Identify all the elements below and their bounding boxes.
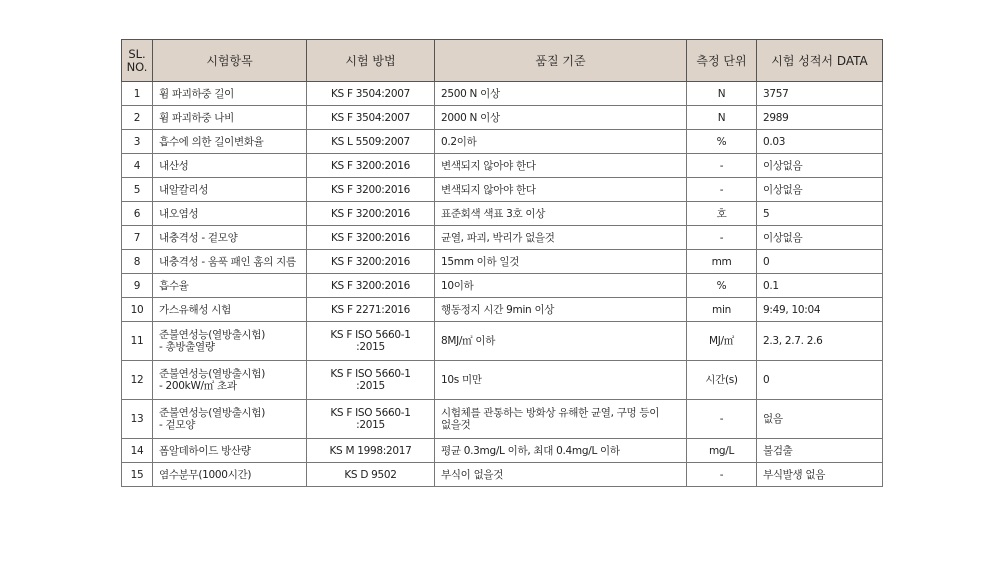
table-row — [122, 82, 883, 106]
cell-no: 2 — [122, 106, 153, 130]
header-method: 시험 방법 — [307, 40, 435, 82]
cell-no: 11 — [122, 322, 153, 361]
table-row — [122, 298, 883, 322]
cell-quality-standard: 표준회색 색표 3호 이상 — [435, 202, 687, 226]
cell-test-item: 내산성 — [153, 154, 307, 178]
table-row — [122, 250, 883, 274]
cell-unit: - — [687, 178, 757, 202]
table-row — [122, 202, 883, 226]
table-row — [122, 400, 883, 439]
cell-quality-standard: 2000 N 이상 — [435, 106, 687, 130]
cell-unit: - — [687, 400, 757, 439]
cell-quality-standard: 변색되지 않아야 한다 — [435, 154, 687, 178]
cell-report-data: 2989 — [757, 106, 883, 130]
cell-quality-standard: 2500 N 이상 — [435, 82, 687, 106]
table-row — [122, 439, 883, 463]
cell-test-method: KS F 3504:2007 — [307, 82, 435, 106]
cell-quality-standard: 부식이 없을것 — [435, 463, 687, 487]
cell-report-data: 9:49, 10:04 — [757, 298, 883, 322]
cell-report-data: 불검출 — [757, 439, 883, 463]
cell-no: 6 — [122, 202, 153, 226]
cell-unit: - — [687, 463, 757, 487]
cell-no: 1 — [122, 82, 153, 106]
cell-no: 8 — [122, 250, 153, 274]
cell-no: 7 — [122, 226, 153, 250]
cell-report-data: 0.1 — [757, 274, 883, 298]
table-row — [122, 322, 883, 361]
cell-quality-standard: 8MJ/㎡ 이하 — [435, 322, 687, 361]
cell-unit: - — [687, 154, 757, 178]
cell-test-item: 염수분무(1000시간) — [153, 463, 307, 487]
cell-report-data: 이상없음 — [757, 226, 883, 250]
cell-no: 5 — [122, 178, 153, 202]
table-row — [122, 130, 883, 154]
table-header — [122, 40, 883, 82]
cell-unit: mg/L — [687, 439, 757, 463]
cell-quality-standard: 변색되지 않아야 한다 — [435, 178, 687, 202]
table-row — [122, 106, 883, 130]
cell-quality-standard: 10s 미만 — [435, 361, 687, 400]
cell-quality-standard: 균열, 파괴, 박리가 없을것 — [435, 226, 687, 250]
cell-no: 15 — [122, 463, 153, 487]
table-row — [122, 154, 883, 178]
cell-no: 14 — [122, 439, 153, 463]
cell-test-item: 흡수율 — [153, 274, 307, 298]
cell-test-method: KS F 3200:2016 — [307, 178, 435, 202]
cell-report-data: 이상없음 — [757, 154, 883, 178]
cell-quality-standard: 15mm 이하 일것 — [435, 250, 687, 274]
table-row — [122, 274, 883, 298]
cell-test-item: 내충격성 - 겉모양 — [153, 226, 307, 250]
cell-test-item: 내오염성 — [153, 202, 307, 226]
table-row — [122, 361, 883, 400]
cell-unit: min — [687, 298, 757, 322]
cell-report-data: 이상없음 — [757, 178, 883, 202]
table-body — [122, 82, 883, 487]
header-no: SL. NO. — [122, 40, 153, 82]
header-row — [122, 40, 883, 82]
cell-unit: % — [687, 130, 757, 154]
cell-test-item: 폼알데하이드 방산량 — [153, 439, 307, 463]
cell-test-method: KS F 3504:2007 — [307, 106, 435, 130]
cell-test-method: KS L 5509:2007 — [307, 130, 435, 154]
cell-test-method: KS F 2271:2016 — [307, 298, 435, 322]
cell-test-method: KS M 1998:2017 — [307, 439, 435, 463]
header-unit: 측정 단위 — [687, 40, 757, 82]
cell-test-method: KS F ISO 5660-1 :2015 — [307, 322, 435, 361]
cell-test-method: KS F 3200:2016 — [307, 202, 435, 226]
cell-test-item: 내알칼리성 — [153, 178, 307, 202]
cell-quality-standard: 10이하 — [435, 274, 687, 298]
cell-test-method: KS F ISO 5660-1 :2015 — [307, 361, 435, 400]
cell-quality-standard: 평균 0.3mg/L 이하, 최대 0.4mg/L 이하 — [435, 439, 687, 463]
cell-unit: - — [687, 226, 757, 250]
cell-test-method: KS F 3200:2016 — [307, 226, 435, 250]
header-item: 시험항목 — [153, 40, 307, 82]
cell-quality-standard: 0.2이하 — [435, 130, 687, 154]
cell-report-data: 2.3, 2.7. 2.6 — [757, 322, 883, 361]
cell-test-method: KS D 9502 — [307, 463, 435, 487]
cell-quality-standard: 시험체를 관통하는 방화상 유해한 균열, 구멍 등이 없을것 — [435, 400, 687, 439]
table-row — [122, 178, 883, 202]
cell-unit: mm — [687, 250, 757, 274]
cell-test-item: 준불연성능(열방출시험) - 겉모양 — [153, 400, 307, 439]
cell-test-item: 휨 파괴하중 길이 — [153, 82, 307, 106]
header-standard: 품질 기준 — [435, 40, 687, 82]
cell-test-method: KS F 3200:2016 — [307, 154, 435, 178]
cell-no: 3 — [122, 130, 153, 154]
cell-test-item: 내충격성 - 움푹 패인 홈의 지름 — [153, 250, 307, 274]
cell-report-data: 3757 — [757, 82, 883, 106]
cell-test-item: 휨 파괴하중 나비 — [153, 106, 307, 130]
table-row — [122, 463, 883, 487]
test-report-sheet — [121, 39, 882, 487]
cell-report-data: 5 — [757, 202, 883, 226]
cell-unit: N — [687, 82, 757, 106]
cell-report-data: 부식발생 없음 — [757, 463, 883, 487]
cell-unit: MJ/㎡ — [687, 322, 757, 361]
cell-test-method: KS F ISO 5660-1 :2015 — [307, 400, 435, 439]
cell-test-method: KS F 3200:2016 — [307, 274, 435, 298]
cell-report-data: 0 — [757, 361, 883, 400]
cell-no: 9 — [122, 274, 153, 298]
cell-no: 12 — [122, 361, 153, 400]
test-results-table — [121, 39, 883, 487]
cell-unit: N — [687, 106, 757, 130]
cell-no: 13 — [122, 400, 153, 439]
cell-unit: 시간(s) — [687, 361, 757, 400]
cell-quality-standard: 행동정지 시간 9min 이상 — [435, 298, 687, 322]
cell-report-data: 없음 — [757, 400, 883, 439]
cell-test-item: 가스유해성 시험 — [153, 298, 307, 322]
cell-no: 10 — [122, 298, 153, 322]
cell-report-data: 0 — [757, 250, 883, 274]
table-row — [122, 226, 883, 250]
cell-unit: 호 — [687, 202, 757, 226]
cell-test-item: 준불연성능(열방출시험) - 총방출열량 — [153, 322, 307, 361]
cell-report-data: 0.03 — [757, 130, 883, 154]
cell-test-item: 준불연성능(열방출시험) - 200kW/㎡ 초과 — [153, 361, 307, 400]
cell-no: 4 — [122, 154, 153, 178]
cell-unit: % — [687, 274, 757, 298]
cell-test-method: KS F 3200:2016 — [307, 250, 435, 274]
header-data: 시험 성적서 DATA — [757, 40, 883, 82]
cell-test-item: 흡수에 의한 길이변화율 — [153, 130, 307, 154]
